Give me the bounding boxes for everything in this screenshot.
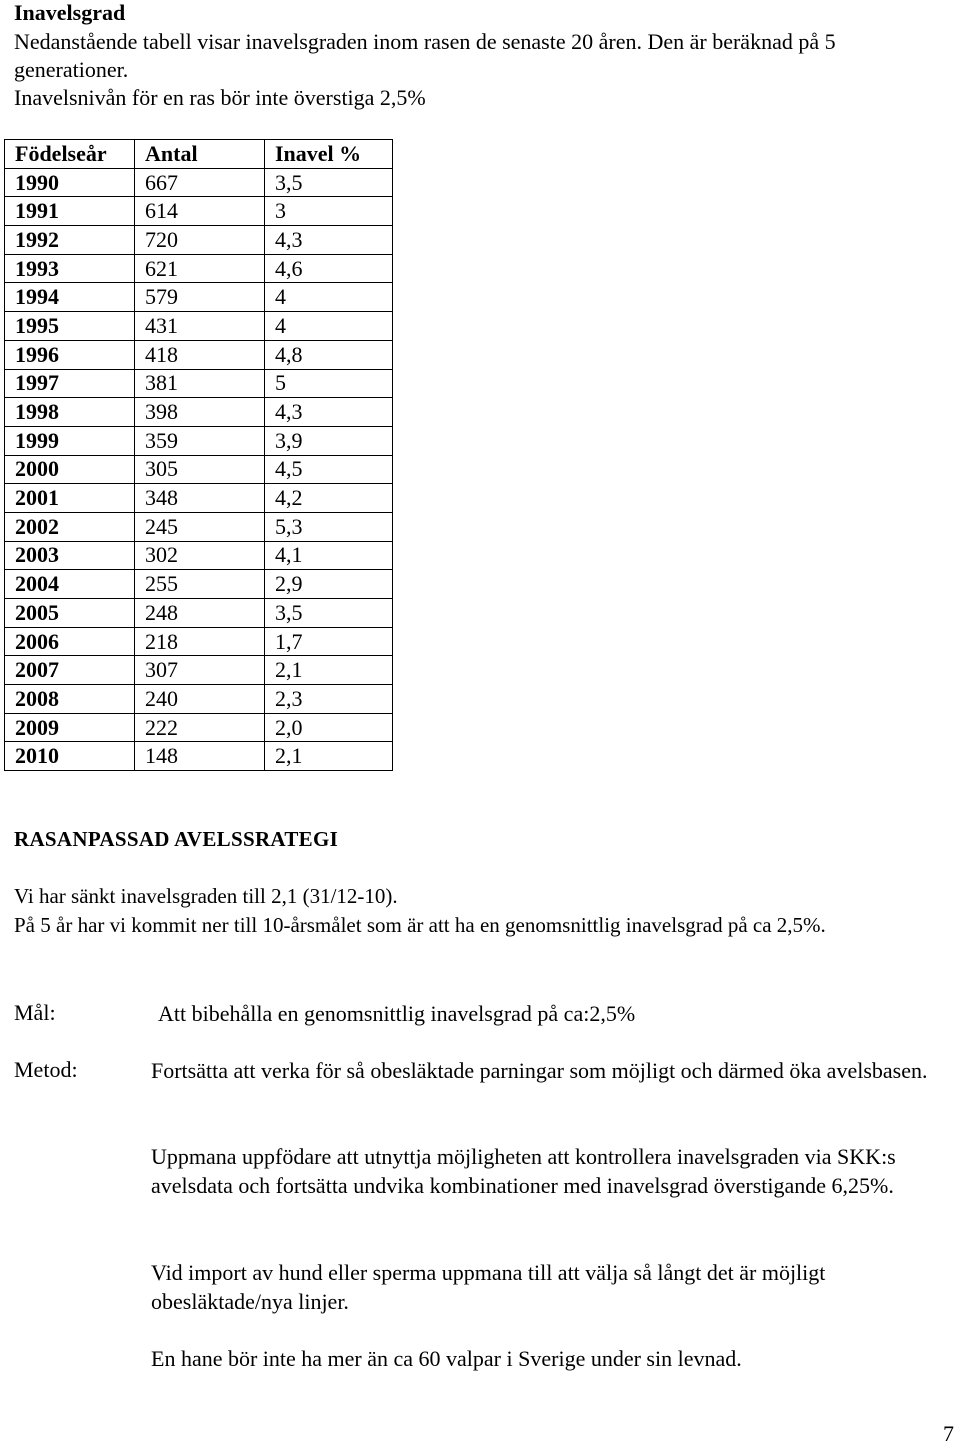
cell-inbreeding-percent: 4,6 <box>265 254 393 283</box>
cell-inbreeding-percent: 5 <box>265 369 393 398</box>
cell-inbreeding-percent: 2,3 <box>265 685 393 714</box>
table-header-row <box>5 140 393 169</box>
cell-birth-year: 1991 <box>5 197 135 226</box>
cell-birth-year: 1998 <box>5 398 135 427</box>
intro-line-1: Nedanstående tabell visar inavelsgraden inom rasen de senaste 20 åren. Den är beräknad på 5 generationer. <box>14 29 836 82</box>
paragraph-sire-limit: En hane bör inte ha mer än ca 60 valpar i Sverige under sin levnad. <box>151 1346 742 1371</box>
cell-count: 222 <box>135 713 265 742</box>
cell-count: 431 <box>135 312 265 341</box>
paragraph-breeders: Uppmana uppfödare att utnyttja möjligheten att kontrollera inavelsgraden via SKK:s avelsdata och fortsätta undvika kombinationer med inavelsgrad överstigande 6,25%. <box>151 1144 896 1198</box>
table-row <box>5 455 393 484</box>
cell-count: 720 <box>135 226 265 255</box>
table-row <box>5 484 393 513</box>
cell-birth-year: 1995 <box>5 312 135 341</box>
cell-count: 305 <box>135 455 265 484</box>
strategy-text <box>14 882 944 940</box>
cell-birth-year: 2008 <box>5 685 135 714</box>
cell-birth-year: 2007 <box>5 656 135 685</box>
cell-inbreeding-percent: 4,8 <box>265 340 393 369</box>
goal-label: Mål: <box>14 1000 56 1025</box>
cell-inbreeding-percent: 4 <box>265 312 393 341</box>
cell-inbreeding-percent: 4,2 <box>265 484 393 513</box>
table-row <box>5 541 393 570</box>
cell-inbreeding-percent: 4 <box>265 283 393 312</box>
cell-birth-year: 2002 <box>5 512 135 541</box>
cell-birth-year: 1997 <box>5 369 135 398</box>
table-row <box>5 283 393 312</box>
cell-count: 359 <box>135 426 265 455</box>
cell-inbreeding-percent: 4,3 <box>265 398 393 427</box>
cell-count: 614 <box>135 197 265 226</box>
cell-inbreeding-percent: 2,0 <box>265 713 393 742</box>
page-number: 7 <box>943 1421 954 1446</box>
table-row <box>5 426 393 455</box>
table-row <box>5 570 393 599</box>
cell-count: 245 <box>135 512 265 541</box>
cell-inbreeding-percent: 3,9 <box>265 426 393 455</box>
table-row <box>5 254 393 283</box>
table-row <box>5 168 393 197</box>
cell-count: 307 <box>135 656 265 685</box>
cell-birth-year: 2000 <box>5 455 135 484</box>
cell-count: 398 <box>135 398 265 427</box>
table-row <box>5 685 393 714</box>
strategy-title: RASANPASSAD AVELSSRATEGI <box>14 827 339 851</box>
cell-count: 381 <box>135 369 265 398</box>
goal-text: Att bibehålla en genomsnittlig inavelsgrad på ca:2,5% <box>158 1001 636 1026</box>
cell-birth-year: 2005 <box>5 599 135 628</box>
table-row <box>5 312 393 341</box>
cell-count: 240 <box>135 685 265 714</box>
cell-inbreeding-percent: 3 <box>265 197 393 226</box>
table-row <box>5 340 393 369</box>
cell-count: 255 <box>135 570 265 599</box>
intro-text <box>14 28 954 112</box>
intro-line-2: Inavelsnivån för en ras bör inte överstiga 2,5% <box>14 85 426 110</box>
cell-count: 621 <box>135 254 265 283</box>
table-row <box>5 599 393 628</box>
cell-birth-year: 1994 <box>5 283 135 312</box>
table-row <box>5 197 393 226</box>
cell-birth-year: 1999 <box>5 426 135 455</box>
cell-inbreeding-percent: 2,1 <box>265 742 393 771</box>
cell-count: 667 <box>135 168 265 197</box>
table-row <box>5 713 393 742</box>
cell-count: 148 <box>135 742 265 771</box>
cell-count: 418 <box>135 340 265 369</box>
page-heading: Inavelsgrad <box>14 0 126 25</box>
cell-birth-year: 1990 <box>5 168 135 197</box>
strategy-line-2: På 5 år har vi kommit ner till 10-årsmålet som är att ha en genomsnittlig inavelsgrad på ca 2,5%. <box>14 913 826 937</box>
header-birth-year: Födelseår <box>5 140 135 169</box>
table-row <box>5 398 393 427</box>
cell-birth-year: 1993 <box>5 254 135 283</box>
table-row <box>5 369 393 398</box>
cell-count: 248 <box>135 599 265 628</box>
cell-birth-year: 2004 <box>5 570 135 599</box>
cell-count: 218 <box>135 627 265 656</box>
cell-birth-year: 2003 <box>5 541 135 570</box>
inbreeding-table <box>4 139 393 771</box>
table-row <box>5 512 393 541</box>
cell-inbreeding-percent: 3,5 <box>265 599 393 628</box>
cell-birth-year: 2010 <box>5 742 135 771</box>
method-label: Metod: <box>14 1057 78 1082</box>
table-row <box>5 742 393 771</box>
header-inbreeding-percent: Inavel % <box>265 140 393 169</box>
table-row <box>5 627 393 656</box>
cell-count: 348 <box>135 484 265 513</box>
strategy-line-1: Vi har sänkt inavelsgraden till 2,1 (31/12-10). <box>14 884 398 908</box>
cell-inbreeding-percent: 1,7 <box>265 627 393 656</box>
cell-inbreeding-percent: 2,9 <box>265 570 393 599</box>
cell-count: 302 <box>135 541 265 570</box>
cell-inbreeding-percent: 4,1 <box>265 541 393 570</box>
paragraph-import: Vid import av hund eller sperma uppmana till att välja så långt det är möjligt obesläktade/nya linjer. <box>151 1260 826 1314</box>
cell-inbreeding-percent: 4,3 <box>265 226 393 255</box>
cell-count: 579 <box>135 283 265 312</box>
cell-birth-year: 2006 <box>5 627 135 656</box>
cell-birth-year: 1992 <box>5 226 135 255</box>
cell-birth-year: 2009 <box>5 713 135 742</box>
cell-inbreeding-percent: 4,5 <box>265 455 393 484</box>
table-row <box>5 226 393 255</box>
header-count: Antal <box>135 140 265 169</box>
cell-birth-year: 1996 <box>5 340 135 369</box>
cell-inbreeding-percent: 3,5 <box>265 168 393 197</box>
cell-inbreeding-percent: 2,1 <box>265 656 393 685</box>
cell-inbreeding-percent: 5,3 <box>265 512 393 541</box>
table-row <box>5 656 393 685</box>
method-text: Fortsätta att verka för så obesläktade parningar som möjligt och därmed öka avelsbasen. <box>151 1058 928 1083</box>
cell-birth-year: 2001 <box>5 484 135 513</box>
